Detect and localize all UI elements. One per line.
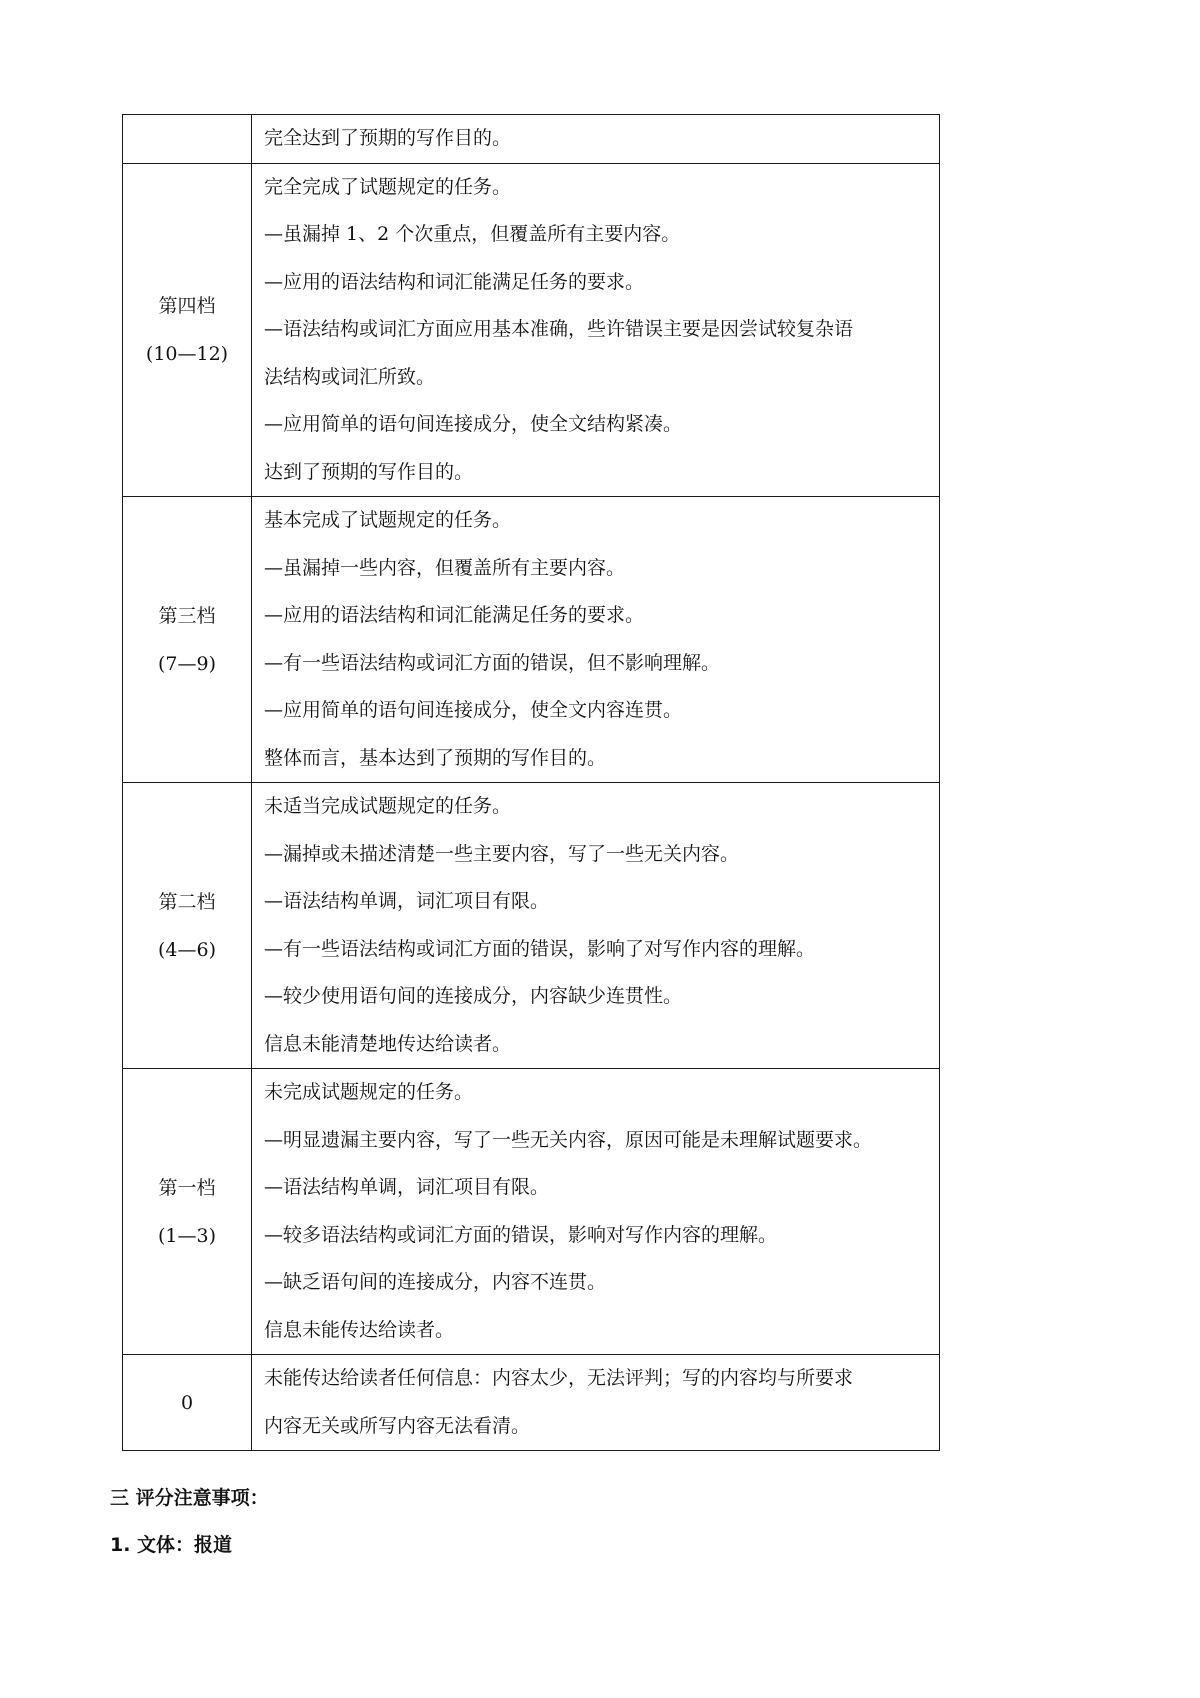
description-cell: [252, 783, 940, 1069]
description-line: 信息未能清楚地传达给读者。: [264, 1032, 512, 1055]
description-line: 法结构或词汇所致。: [264, 365, 436, 388]
description-line: —应用的语法结构和词汇能满足任务的要求。: [264, 270, 645, 293]
description-line: 整体而言，基本达到了预期的写作目的。: [264, 746, 607, 769]
description-cell: [252, 115, 940, 164]
description-line: —语法结构或词汇方面应用基本准确，些许错误主要是因尝试较复杂语: [264, 318, 854, 340]
level-cell: [123, 1355, 252, 1451]
description-line: —应用简单的语句间连接成分，使全文结构紧凑。: [264, 413, 683, 435]
level-name: 0: [180, 1391, 194, 1414]
level-score-range: (7—9): [157, 652, 216, 675]
description-line: 未适当完成试题规定的任务。: [264, 795, 512, 817]
description-line: —明显遗漏主要内容，写了一些无关内容，原因可能是未理解试题要求。: [264, 1128, 873, 1151]
description-line: —有一些语法结构或词汇方面的错误，但不影响理解。: [264, 651, 721, 674]
level-name: 第二档: [158, 890, 216, 913]
grading-table-body: [123, 115, 940, 1451]
section-heading: 三 评分注意事项：: [110, 1487, 269, 1509]
level-cell: [123, 497, 252, 783]
description-line: —虽漏掉 1、2 个次重点，但覆盖所有主要内容。: [264, 223, 681, 245]
table-row: [123, 783, 940, 1069]
description-line: —应用的语法结构和词汇能满足任务的要求。: [264, 604, 645, 626]
description-line: 完全达到了预期的写作目的。: [264, 127, 512, 149]
level-cell: [123, 1069, 252, 1355]
description-line: 内容无关或所写内容无法看清。: [264, 1414, 531, 1437]
table-row: [123, 115, 940, 164]
description-line: —较多语法结构或词汇方面的错误，影响对写作内容的理解。: [264, 1223, 778, 1246]
description-line: —漏掉或未描述清楚一些主要内容，写了一些无关内容。: [264, 842, 740, 865]
level-cell: [123, 163, 252, 497]
description-cell: [252, 1355, 940, 1451]
table-row: [123, 497, 940, 783]
description-line: —虽漏掉一些内容，但覆盖所有主要内容。: [264, 556, 626, 579]
table-row: [123, 1355, 940, 1451]
level-score-range: (10—12): [145, 342, 229, 365]
level-name: 第一档: [158, 1176, 216, 1199]
description-line: —语法结构单调，词汇项目有限。: [264, 890, 550, 912]
description-line: 未完成试题规定的任务。: [264, 1081, 474, 1103]
level-cell: [123, 115, 252, 164]
grading-table: [122, 114, 940, 1451]
description-cell: [252, 1069, 940, 1355]
level-name: 第四档: [158, 294, 216, 317]
description-line: 完全完成了试题规定的任务。: [264, 175, 512, 198]
description-line: 达到了预期的写作目的。: [264, 460, 474, 483]
description-line: —语法结构单调，词汇项目有限。: [264, 1176, 550, 1198]
description-line: —应用简单的语句间连接成分，使全文内容连贯。: [264, 699, 683, 721]
description-line: 基本完成了试题规定的任务。: [264, 509, 512, 531]
description-line: —有一些语法结构或词汇方面的错误，影响了对写作内容的理解。: [264, 937, 816, 960]
description-line: —较少使用语句间的连接成分，内容缺少连贯性。: [264, 985, 683, 1007]
table-row: [123, 163, 940, 497]
description-line: 未能传达给读者任何信息：内容太少，无法评判；写的内容均与所要求: [264, 1367, 854, 1389]
level-cell: [123, 783, 252, 1069]
level-name: 第三档: [158, 604, 216, 627]
description-cell: [252, 497, 940, 783]
table-row: [123, 1069, 940, 1355]
list-item-genre: 1. 文体：报道: [110, 1534, 233, 1556]
level-score-range: (4—6): [157, 938, 216, 961]
description-line: —缺乏语句间的连接成分，内容不连贯。: [264, 1271, 607, 1293]
level-score-range: (1—3): [157, 1224, 216, 1247]
description-line: 信息未能传达给读者。: [264, 1318, 455, 1341]
description-cell: [252, 163, 940, 497]
